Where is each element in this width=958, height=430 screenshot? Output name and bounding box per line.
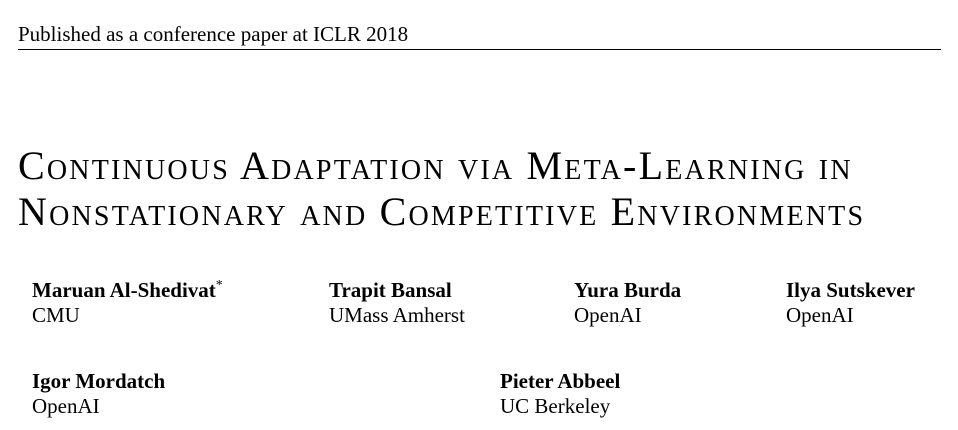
author-affiliation: CMU bbox=[32, 303, 80, 327]
author-affiliation: OpenAI bbox=[32, 394, 100, 418]
author-block bbox=[574, 278, 681, 328]
author-block bbox=[786, 278, 915, 328]
author-name-text: Maruan Al-Shedivat bbox=[32, 278, 216, 302]
author-name: Igor Mordatch bbox=[32, 369, 166, 393]
author-affiliation: UC Berkeley bbox=[500, 394, 611, 418]
author-affiliation: OpenAI bbox=[574, 303, 642, 327]
footnote-mark: * bbox=[215, 278, 223, 293]
paper-title bbox=[18, 143, 953, 235]
running-header: Published as a conference paper at ICLR 2018 bbox=[18, 22, 409, 46]
author-block bbox=[32, 369, 165, 419]
author-name: Ilya Sutskever bbox=[786, 278, 915, 302]
author-affiliation: UMass Amherst bbox=[329, 303, 465, 327]
author-block bbox=[32, 278, 223, 328]
author-block bbox=[500, 369, 620, 419]
author-name: Yura Burda bbox=[574, 278, 682, 302]
author-name: Pieter Abbeel bbox=[500, 369, 621, 393]
header-rule bbox=[18, 49, 941, 50]
author-name: Trapit Bansal bbox=[329, 278, 452, 302]
author-block bbox=[329, 278, 465, 328]
author-affiliation: OpenAI bbox=[786, 303, 854, 327]
title-line-2: Nonstationary and Competitive Environments bbox=[18, 189, 866, 234]
author-name bbox=[32, 278, 223, 303]
title-line-1: Continuous Adaptation via Meta-Learning in bbox=[18, 143, 853, 188]
